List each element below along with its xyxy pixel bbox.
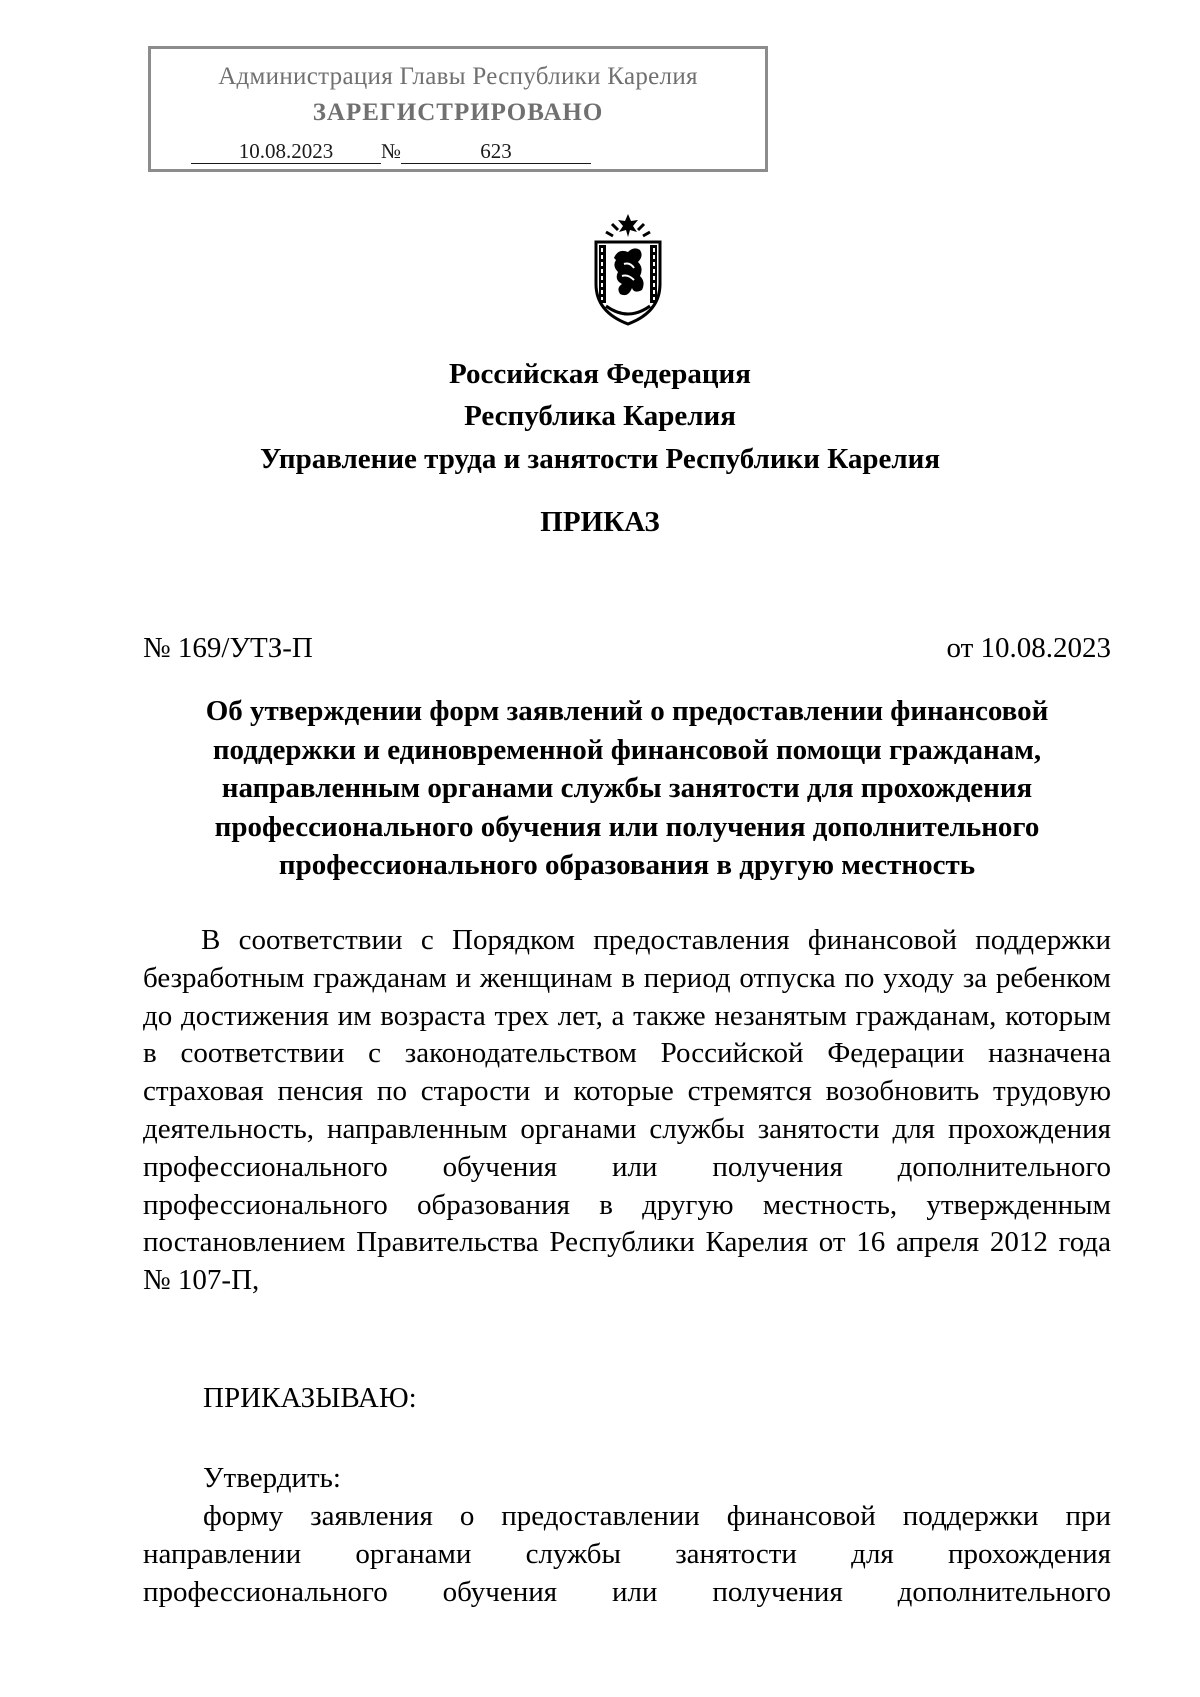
stamp-number: 623 — [401, 139, 591, 164]
item-paragraph: форму заявления о предоставлении финансовой поддержки при направлении органами службы занятости для прохождения профессионального обучения или получения дополнительного — [143, 1500, 1111, 1608]
document-title: Об утверждении форм заявлений о предоставлении финансовой поддержки и единовременной финансовой помощи гражданам, направленным органами службы занятости для прохождения профессионального обучения или получения дополнительного профессионального образования в другую местность — [205, 695, 1049, 881]
stamp-organization: Администрация Главы Республики Карелия — [218, 63, 698, 90]
stamp-registration-line — [191, 139, 591, 164]
header-region: Республика Карелия — [464, 400, 736, 432]
header-country: Российская Федерация — [449, 358, 751, 390]
stamp-status: ЗАРЕГИСТРИРОВАНО — [312, 99, 604, 126]
order-date: от 10.08.2023 — [946, 632, 1111, 664]
stamp-number-sign: № — [381, 139, 402, 163]
document-type: ПРИКАЗ — [540, 506, 660, 538]
order-number-row — [143, 632, 1111, 665]
preamble-paragraph: В соответствии с Порядком предоставления финансовой поддержки безработным гражданам и женщинам в период отпуска по уходу за ребенком до достижения им возраста трех лет, а также незанятым гражданам, которым в соответствии с законодательством Российской Федерации назначена страховая пенсия по старости и которые стремятся возобновить трудовую деятельность, направленным органами службы занятости для прохождения профессионального обучения или получения дополнительного профессионального образования в другую местность, утвержденным постановлением Правительства Республики Карелия от 16 апреля 2012 года № 107-П, — [143, 924, 1111, 1297]
order-number: № 169/УТЗ-П — [143, 632, 313, 664]
registration-stamp — [148, 46, 768, 172]
stamp-date: 10.08.2023 — [191, 139, 381, 164]
order-word: ПРИКАЗЫВАЮ: — [203, 1382, 417, 1414]
approve-paragraph: Утвердить: — [203, 1462, 341, 1494]
header-authority: Управление труда и занятости Республики Карелия — [259, 443, 941, 475]
karelia-coat-of-arms-icon — [588, 212, 668, 326]
